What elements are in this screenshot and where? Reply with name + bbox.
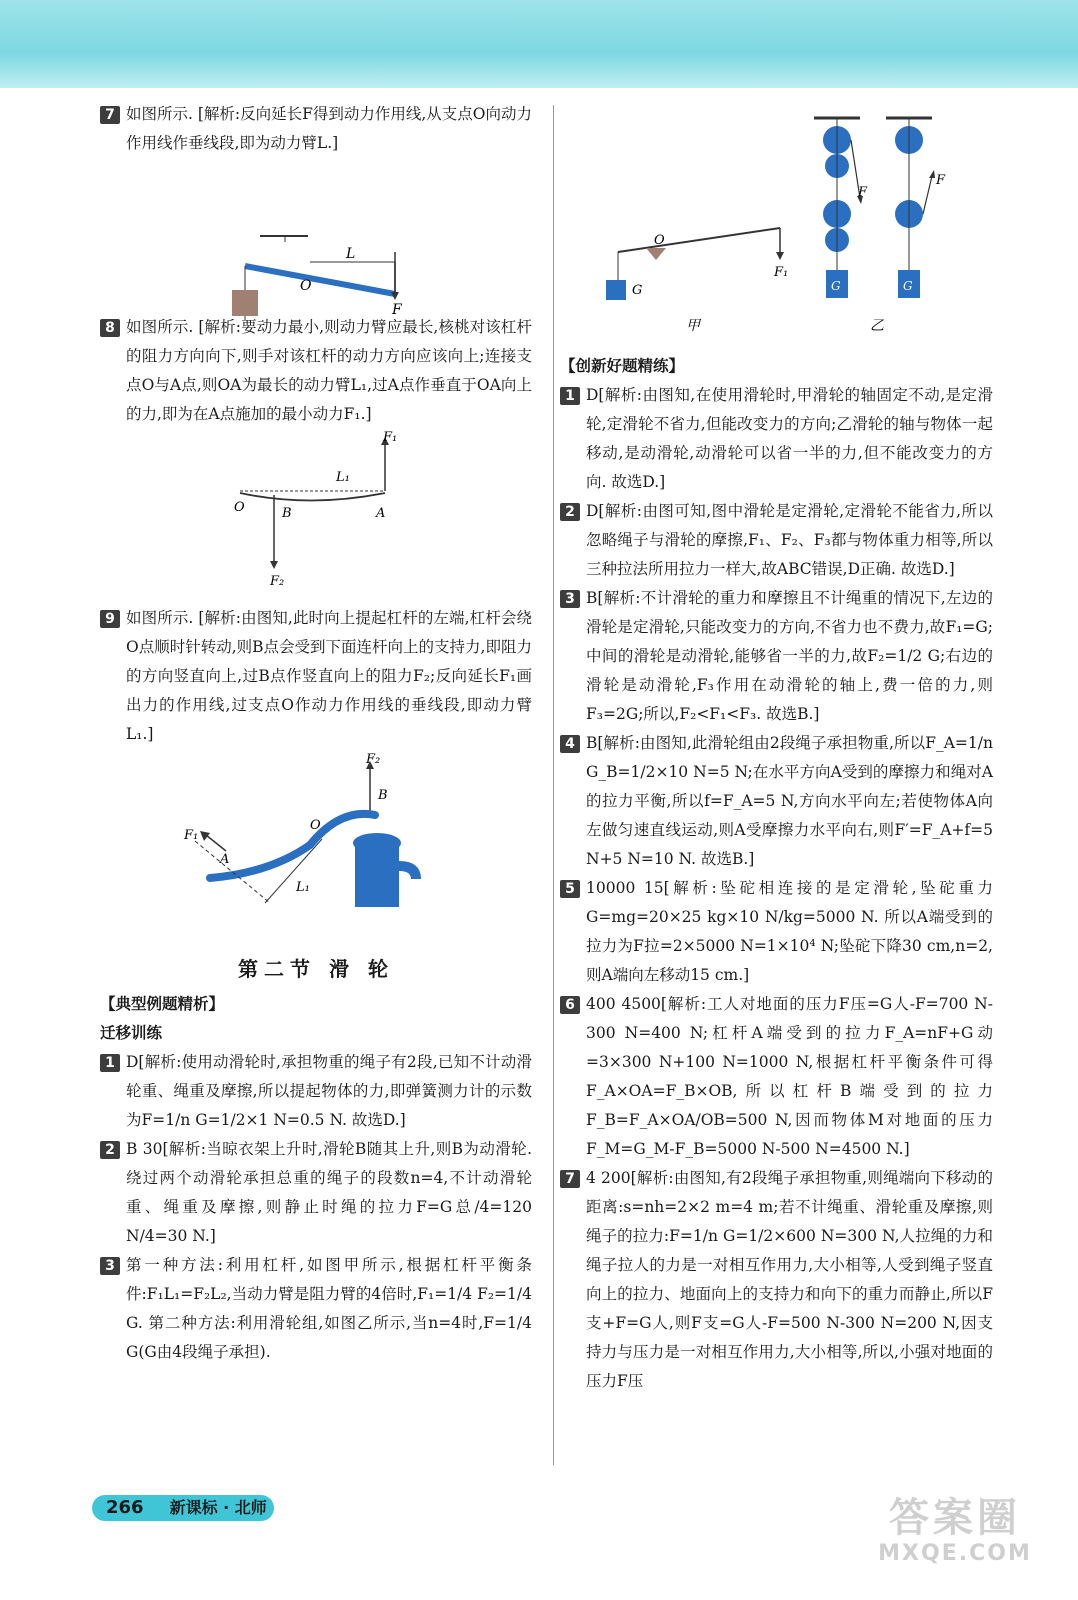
- innov-item-3: [560, 584, 993, 729]
- series-label: 新课标 · 北师: [169, 1498, 267, 1517]
- lever-bar: [245, 266, 395, 294]
- fulcrum: [646, 248, 666, 260]
- label-A: A: [376, 506, 386, 521]
- item-text: 如图所示. [解析:要动力最小,则动力臂应最长,核桃对该杠杆的阻力方向向下,则手对该杠杆的动力方向应该向上;连接支点O与A点,则OA为最长的动力臂L₁,过A点作垂直于OA向上的力,即为在A点施加的最小动力F₁.]: [126, 318, 532, 423]
- answer-item-7: [100, 100, 532, 158]
- section-title: 第二节 滑 轮: [238, 957, 394, 981]
- label-G-b: G: [903, 279, 913, 293]
- item-text: D[解析:使用动滑轮时,承担物重的绳子有2段,已知不计动滑轮重、绳重及摩擦,所以提起物体的力,即弹簧测力计的示数为F=1/n G=1/2×1 N=0.5 N. 故选D.]: [126, 1053, 532, 1129]
- label-B: B: [282, 506, 292, 521]
- page-footer: [92, 1495, 274, 1521]
- transfer-item-2: [100, 1135, 532, 1251]
- nutcracker-arm: [240, 493, 385, 501]
- item-text: 如图所示. [解析:由图知,此时向上提起杠杆的左端,杠杆会绕O点顺时针转动,则B点会受到下面连杆向上的支持力,即阻力的方向竖直向上,过B点作竖直向上的阻力F₂;反向延长F₁画出力的作用线,过支点O作动力作用线的垂线段,即动力臂L₁.]: [126, 609, 532, 743]
- item-number: 8: [100, 319, 120, 337]
- label-A: A: [220, 852, 230, 867]
- right-column: [560, 100, 993, 1396]
- pump-handle: [210, 814, 375, 878]
- innov-item-2: [560, 497, 993, 584]
- item-number: 1: [100, 1054, 120, 1072]
- label-L: L: [346, 246, 356, 262]
- page-number: 266: [106, 1497, 144, 1518]
- typical-heading: 【典型例题精析】: [100, 995, 225, 1013]
- transfer-heading: 迁移训练: [100, 1024, 163, 1042]
- figure-pump-9: [100, 753, 532, 943]
- item-text: 第一种方法:利用杠杆,如图甲所示,根据杠杆平衡条件:F₁L₁=F₂L₂,当动力臂是阻力臂的4倍时,F₁=1/4 F₂=1/4 G. 第二种方法:利用滑轮组,如图乙所示,当n=4时,F=1/4 G(G由4段绳子承担).: [126, 1256, 532, 1361]
- label-F1: F₁: [774, 265, 789, 280]
- transfer-item-3: [100, 1251, 532, 1367]
- answer-item-9: [100, 604, 532, 749]
- item-number: 7: [560, 1170, 580, 1188]
- label-O: O: [654, 233, 665, 248]
- innov-item-4: [560, 729, 993, 874]
- label-F-a: F: [858, 185, 868, 200]
- figure-lever-8: [100, 430, 532, 598]
- figure-lever-pulley: [560, 104, 993, 346]
- item-number: 6: [560, 996, 580, 1014]
- label-F1: F₁: [184, 828, 199, 843]
- innovation-heading: 【创新好题精练】: [560, 357, 685, 375]
- item-number: 2: [560, 503, 580, 521]
- label-G1: G: [632, 283, 643, 298]
- label-L1: L₁: [336, 470, 350, 485]
- innov-item-7: [560, 1164, 993, 1396]
- item-number: 3: [560, 590, 580, 608]
- watermark: [850, 1495, 1060, 1575]
- label-L1: L₁: [296, 880, 310, 895]
- pump-diagram-9: [100, 753, 532, 933]
- top-decor-band: [0, 0, 1078, 88]
- innov-item-5: [560, 874, 993, 990]
- label-F-b: F: [936, 173, 946, 188]
- label-O: O: [300, 278, 312, 294]
- item-number: 7: [100, 106, 120, 124]
- label-F: F: [392, 302, 402, 318]
- item-number: 5: [560, 880, 580, 898]
- innov-item-6: [560, 990, 993, 1164]
- item-text: B 30[解析:当晾衣架上升时,滑轮B随其上升,则B为动滑轮. 绕过两个动滑轮承担总重的绳子的段数n=4,不计动滑轮重、绳重及摩擦,则静止时绳的拉力F=G总/4=120 N/4=30 N.]: [126, 1140, 532, 1245]
- item-text: 400 4500[解析:工人对地面的压力F压=G人-F=700 N-300 N=400 N;杠杆A端受到的拉力F_A=nF+G动=3×300 N+100 N=1000 N,根据杠杆平衡条件可得F_A×OA=F_B×OB,所以杠杆B端受到的拉力F_B=F_A×OA/OB=500 N,因而物体M对地面的压力F_M=G_M-F_B=5000 N-500 N=4500 N.]: [586, 995, 993, 1158]
- item-text: B[解析:不计滑轮的重力和摩擦且不计绳重的情况下,左边的滑轮是定滑轮,只能改变力的方向,不省力也不费力,故F₁=G;中间的滑轮是动滑轮,能够省一半的力,故F₂=1/2 G;右边的滑轮是动滑轮,F₃作用在动滑轮的轴上,费一倍的力,则F₃=2G;所以,F₂<F₁<F₃. 故选B.]: [586, 589, 993, 723]
- label-O: O: [234, 500, 245, 515]
- lever-diagram-7: [100, 162, 532, 318]
- watermark-chars: 答案圈: [889, 1495, 1021, 1541]
- item-text: D[解析:由图知,在使用滑轮时,甲滑轮的轴固定不动,是定滑轮,定滑轮不省力,但能改变力的方向;乙滑轮的轴与物体一起移动,是动滑轮,动滑轮可以省一半的力,但不能改变力的方向. 故选D.]: [586, 386, 993, 491]
- lever-diagram-8: [100, 430, 532, 589]
- column-divider: [553, 105, 554, 1465]
- item-number: 3: [100, 1257, 120, 1275]
- item-number: 1: [560, 387, 580, 405]
- label-F2: F₂: [366, 752, 381, 767]
- lever-pulley-diagram: [560, 104, 993, 336]
- block-G: [606, 280, 626, 300]
- item-text: 10000 15[解析:坠砣相连接的是定滑轮,坠砣重力G=mg=20×25 kg×10 N/kg=5000 N. 所以A端受到的拉力为F拉=2×5000 N=1×10⁴ N;坠砣下降30 cm,n=2,则A端向左移动15 cm.]: [586, 879, 993, 984]
- item-number: 2: [100, 1141, 120, 1159]
- label-yi: 乙: [870, 318, 884, 334]
- label-B: B: [378, 788, 388, 803]
- label-jia: 甲: [686, 318, 700, 334]
- figure-lever-7: [100, 162, 532, 318]
- label-G-a: G: [831, 279, 841, 293]
- innov-item-1: [560, 381, 993, 497]
- label-F2: F₂: [270, 574, 285, 589]
- lever-bar: [618, 228, 780, 252]
- label-F1: F₁: [383, 430, 398, 445]
- transfer-item-1: [100, 1048, 532, 1135]
- item-text: B[解析:由图知,此滑轮组由2段绳子承担物重,所以F_A=1/n G_B=1/2×10 N=5 N;在水平方向A受到的摩擦力和绳对A的拉力平衡,所以f=F_A=5 N,方向水平向左;若使物体A向左做匀速直线运动,则A受摩擦力水平向右,则F′=F_A+f=5 N+5 N=10 N. 故选B.]: [586, 734, 993, 868]
- left-column: [100, 100, 532, 1367]
- item-text: 如图所示. [解析:反向延长F得到动力作用线,从支点O向动力作用线作垂线段,即为动力臂L.]: [126, 105, 533, 152]
- label-O: O: [310, 818, 321, 833]
- item-text: D[解析:由图可知,图中滑轮是定滑轮,定滑轮不能省力,所以忽略绳子与滑轮的摩擦,F₁、F₂、F₃都与物体重力相等,所以三种拉法所用拉力一样大,故ABC错误,D正确. 故选D.]: [586, 502, 993, 578]
- pump-body: [355, 845, 399, 907]
- item-number: 9: [100, 610, 120, 628]
- answer-item-8: [100, 313, 532, 429]
- item-number: 4: [560, 735, 580, 753]
- watermark-url: MXQE.COM: [878, 1541, 1032, 1566]
- item-text: 4 200[解析:由图知,有2段绳子承担物重,则绳端向下移动的距离:s=nh=2×2 m=4 m;若不计绳重、滑轮重及摩擦,则绳子的拉力:F=1/n G=1/2×600 N=300 N,人拉绳的力和绳子拉人的力是一对相互作用力,大小相等,人受到绳子竖直向上的拉力、地面向上的支持力和向下的重力而静止,所以F支+F=G人,则F支=G人-F=500 N-300 N=200 N,因支持力与压力是一对相互作用力,大小相等,所以,小强对地面的压力F压: [586, 1169, 993, 1390]
